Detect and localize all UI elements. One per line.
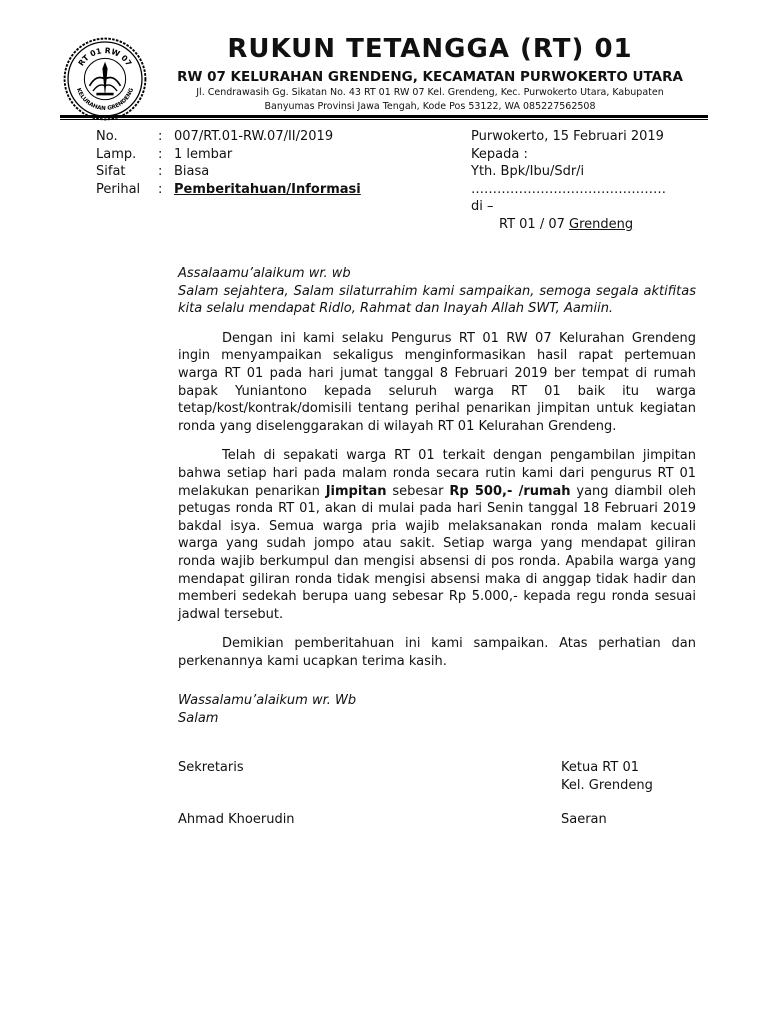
svg-text:RT 01 RW 07: RT 01 RW 07	[76, 46, 134, 68]
header-divider-thick	[60, 115, 708, 118]
letterhead-subtitle: RW 07 KELURAHAN GRENDENG, KECAMATAN PURWOKERTO UTARA	[177, 69, 683, 85]
meta-row-subject: Perihal : Pemberitahuan/Informasi	[96, 181, 361, 197]
opening-text: Salam sejahtera, Salam silaturrahim kami sampaikan, semoga segala aktifitas kita selalu mendapat Ridlo, Rahmat dan Inayah Allah SWT, Aamiin.	[178, 283, 696, 317]
meta-row-attachment: Lamp. : 1 lembar	[96, 146, 233, 162]
recipient-salutation: Yth. Bpk/Ibu/Sdr/i	[471, 164, 585, 179]
chairman-title: Ketua RT 01	[561, 760, 640, 775]
paragraph-3: Demikian pemberitahuan ini kami sampaikan. Atas perhatian dan perkenannya kami ucapkan terima kasih.	[178, 636, 696, 669]
rt-seal-logo	[62, 36, 148, 122]
letterhead-title: RUKUN TETANGGA (RT) 01	[227, 34, 633, 64]
recipient-place: RT 01 / 07 Grendeng	[499, 216, 634, 232]
chairman-name: Saeran	[561, 812, 607, 827]
recipient-dots: ………………………………………	[471, 181, 666, 197]
recipient-to: Kepada :	[471, 146, 528, 162]
paragraph-1: Dengan ini kami selaku Pengurus RT 01 RW 07 Kelurahan Grendeng ingin menyampaikan sekaligus menginformasikan hasil rapat pertemuan warga RT 01 pada hari jumat tanggal 8 Februari 2019 ber tempat di rumah bapak Yuniantono kepada seluruh warga RT 01 baik itu warga tetap/kost/kontrak/domisili tentang perihal penarikan jimpitan untuk kegiatan ronda yang diselenggarakan di wilayah RT 01 Kelurahan Grendeng.	[178, 330, 696, 434]
letter-body	[178, 265, 696, 728]
meta-row-number: No. : 007/RT.01-RW.07/II/2019	[96, 129, 334, 144]
recipient-di: di –	[471, 199, 494, 214]
chairman-subtitle: Kel. Grendeng	[561, 778, 653, 793]
meta-row-nature: Sifat : Biasa	[96, 164, 210, 179]
salam: Salam	[178, 711, 219, 727]
svg-text:KELURAHAN GRENDENG: KELURAHAN GRENDENG	[74, 87, 136, 113]
letter-date: Purwokerto, 15 Februari 2019	[471, 129, 664, 144]
greeting: Assalaamu’alaikum wr. wb	[178, 266, 351, 281]
secretary-title: Sekretaris	[178, 760, 244, 775]
letterhead-address: Jl. Cendrawasih Gg. Sikatan No. 43 RT 01 RW 07 Kel. Grendeng, Kec. Purwokerto Utara, Kabupaten Banyumas Provinsi Jawa Tengah, Kode Pos 53122, WA 085227562508	[196, 87, 664, 112]
header-divider-thin	[60, 119, 708, 120]
recipient-block	[471, 128, 666, 233]
secretary-name: Ahmad Khoerudin	[178, 812, 295, 827]
letter-meta	[96, 128, 361, 198]
paragraph-2: Telah di sepakati warga RT 01 terkait dengan pengambilan jimpitan bahwa setiap hari pada malam ronda secara rutin kami dari pengurus RT 01 melakukan penarikan Jimpitan sebesar Rp 500,- /rumah yang diambil oleh petugas ronda RT 01, akan di mulai pada hari Senin tanggal 18 Februari 2019 bakdal isya. Semua warga pria wajib melaksanakan ronda malam kecuali warga yang sudah jompo atau sakit. Setiap warga yang mendapat giliran ronda wajib berkumpul dan mengisi absensi di pos ronda. Apabila warga yang mendapat giliran ronda tidak mengisi absensi maka di anggap tidak hadir dan memberi sedekah berupa uang sebesar Rp 5.000,- kepada regu ronda sesuai jadwal tersebut.	[178, 448, 696, 622]
closing: Wassalamu’alaikum wr. Wb	[178, 693, 357, 709]
